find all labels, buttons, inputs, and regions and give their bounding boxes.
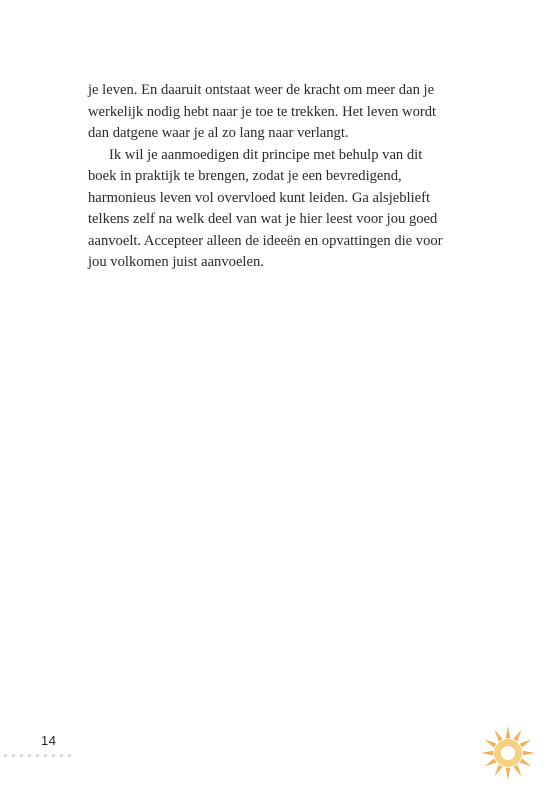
dot — [68, 754, 71, 757]
sun-ray — [481, 751, 493, 756]
sun-ray — [513, 730, 521, 742]
text-line: jou volkomen juist aanvoelen. — [88, 254, 264, 270]
dot — [20, 754, 23, 757]
dot — [4, 754, 7, 757]
page-number: 14 — [41, 733, 57, 748]
sun-logo-icon — [480, 725, 536, 781]
dot — [12, 754, 15, 757]
sun-ray — [513, 765, 521, 777]
text-line: je leven. En daaruit ontstaat weer de kracht om meer dan je — [88, 82, 435, 98]
body-text — [88, 80, 460, 274]
dot — [28, 754, 31, 757]
dot — [36, 754, 39, 757]
sun-ray — [506, 768, 511, 780]
decorative-dots — [4, 754, 71, 757]
text-line: harmonieus leven vol overvloed kunt leiden. Ga alsjeblieft — [88, 189, 431, 206]
text-line: boek in praktijk te brengen, zodat je een bevredigend, — [88, 168, 402, 184]
sun-ray — [485, 740, 497, 748]
sun-ray — [495, 765, 503, 777]
text-line: Ik wil je aanmoedigen dit principe met behulp van dit — [109, 146, 423, 163]
sun-ray — [523, 751, 535, 756]
sun-ray — [520, 740, 532, 748]
sun-ray — [495, 730, 503, 742]
paragraph-2 — [88, 145, 460, 274]
text-line: dan datgene waar je al zo lang naar verlangt. — [88, 125, 349, 141]
text-line: telkens zelf na welk deel van wat je hier leest voor jou goed — [88, 211, 438, 227]
paragraph-1 — [88, 80, 460, 145]
dot — [52, 754, 55, 757]
text-line: aanvoelt. Accepteer alleen de ideeën en opvattingen die voor — [88, 232, 443, 249]
dot — [60, 754, 63, 757]
text-line: werkelijk nodig hebt naar je toe te trekken. Het leven wordt — [88, 103, 437, 120]
sun-ray — [485, 758, 497, 766]
sun-ray — [506, 726, 511, 738]
sun-ray — [520, 758, 532, 766]
dot — [44, 754, 47, 757]
